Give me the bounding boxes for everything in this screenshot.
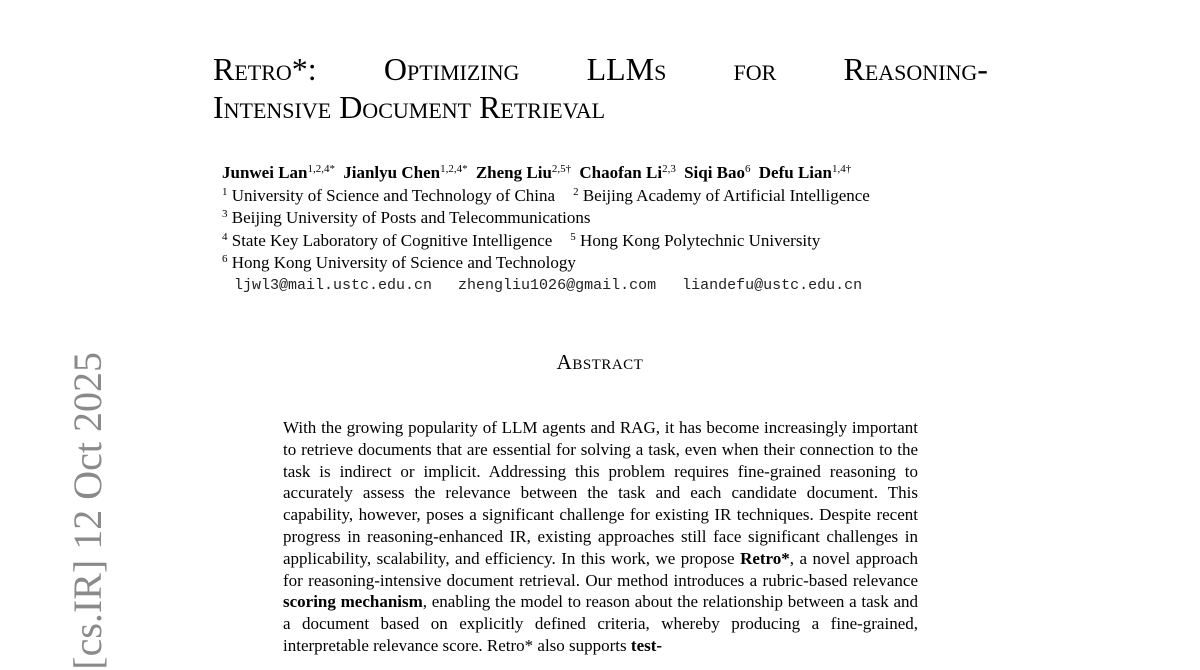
paper-title xyxy=(213,50,988,126)
arxiv-identifier-text: [cs.IR] 12 Oct 2025 xyxy=(65,352,110,670)
affiliation-line: $^3$ Beijing University of Posts and Telecommunications xyxy=(222,208,591,227)
email-list xyxy=(234,275,1022,298)
author: Jianlyu Chen$^{1,2,4*}$ xyxy=(343,163,468,182)
author: Junwei Lan$^{1,2,4*}$ xyxy=(222,163,335,182)
author-block xyxy=(222,162,1022,297)
email-link[interactable]: ljwl3@mail.ustc.edu.cn xyxy=(234,276,433,294)
email-link[interactable]: liandefu@ustc.edu.cn xyxy=(682,276,863,294)
author-list xyxy=(222,162,1022,185)
affiliation: Beijing Academy of Artificial Intelligence xyxy=(582,185,870,205)
title-word: for xyxy=(733,51,777,87)
title-word: Retro*: xyxy=(213,51,317,87)
emphasis-term: scoring mechanism xyxy=(283,592,423,612)
method-name: Retro* xyxy=(740,548,790,568)
title-line-2: Intensive Document Retrieval xyxy=(213,89,606,125)
author: Defu Lian$^{1,4\dagger}$ xyxy=(758,163,852,182)
affiliation: Hong Kong Polytechnic University xyxy=(580,230,821,250)
affiliation: Beijing University of Posts and Telecommunications xyxy=(231,208,591,227)
abstract-heading: Abstract xyxy=(556,350,644,374)
affiliation-line: $^1$ University of Science and Technology of China $^2$ Beijing Academy of Artificial Intelligence xyxy=(222,185,870,205)
affiliation: Hong Kong University of Science and Technology xyxy=(231,253,576,272)
title-word: LLMs xyxy=(586,51,667,87)
title-word: Reasoning- xyxy=(843,51,988,87)
author: Zheng Liu$^{2,5\dagger}$ xyxy=(475,163,572,182)
affiliation-line: $^6$ Hong Kong University of Science and Technology xyxy=(222,253,576,272)
affiliation: State Key Laboratory of Cognitive Intelligence xyxy=(231,230,553,250)
author: Chaofan Li$^{2,3}$ xyxy=(579,163,676,182)
author: Siqi Bao$^6$ xyxy=(684,163,751,182)
email-link[interactable]: zhengliu1026@gmail.com xyxy=(458,276,657,294)
title-line-1 xyxy=(213,50,988,88)
arxiv-sidebar-stamp xyxy=(22,340,110,670)
abstract-text: With the growing popularity of LLM agents and RAG, it has become increasingly important to retrieve documents that are essential for solving a task, even when their connection to the task is indirect or implicit. Addressing this problem requires fine-grained reasoning to accurately assess the relevance between the task and each candidate document. This capability, however, poses a significant challenge for existing IR techniques. Despite recent progress in reasoning-enhanced IR, existing approaches still face significant challenges in applicability, scalability, and efficiency. In this work, we propose Retro*, a novel approach for reasoning-intensive document retrieval. Our method introduces a rubric-based relevance scoring mechanism, enabling the model to reason about the relationship between a task and a document based on explicitly defined criteria, whereby producing a fine-grained, interpretable relevance score. Retro* also supports test- xyxy=(283,418,919,655)
title-word: Optimizing xyxy=(383,51,520,87)
affiliation: University of Science and Technology of China xyxy=(231,185,556,205)
emphasis-term: test- xyxy=(630,635,663,655)
affiliation-line: $^4$ State Key Laboratory of Cognitive Intelligence $^5$ Hong Kong Polytechnic University xyxy=(222,230,821,250)
